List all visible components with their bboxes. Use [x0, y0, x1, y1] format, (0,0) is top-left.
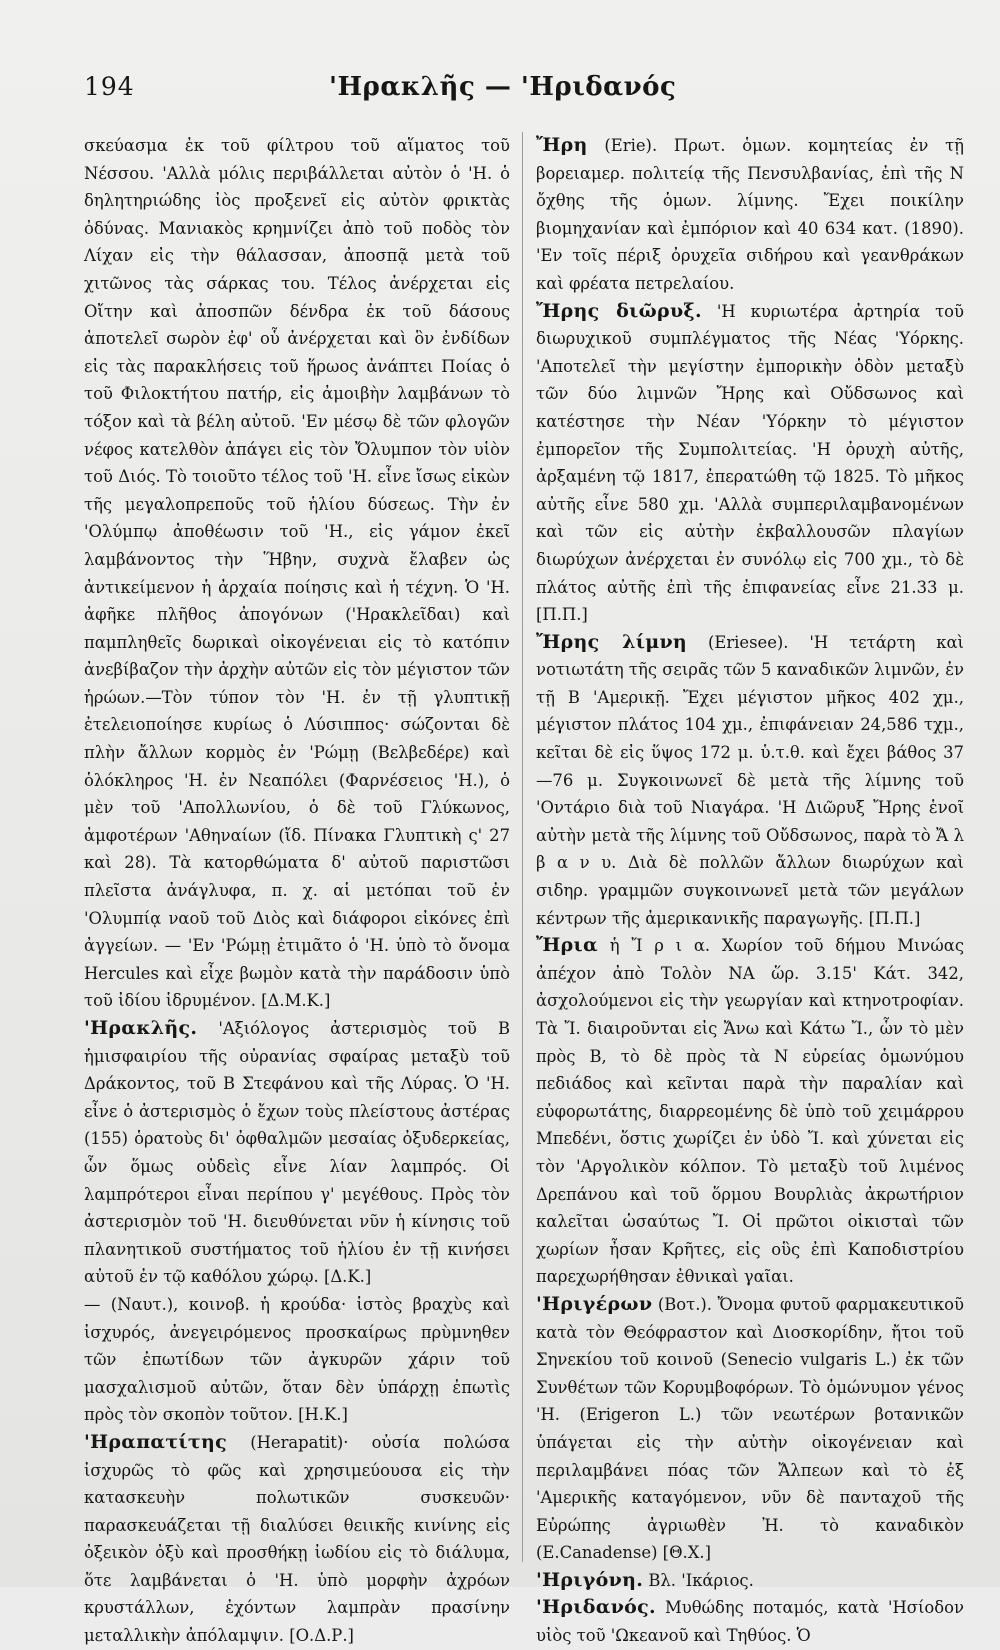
entry-text: — (Ναυτ.), κοινοβ. ἡ κρούδα· ἱστὸς βραχὺς καὶ ἰσχυρός, ἀνεγειρόμενος προσκαίρως πρὺμνηθεν τῶν ἐπωτίδων τῶν ἀγκυρῶν χάριν τοῦ μασχαλισμοῦ αὐτῶν, ὅταν δὲν ὑπάρχῃ ἐπωτὶς πρὸς τὸν σκοπὸν τοῦτον. [Η.Κ.]	[84, 1294, 510, 1425]
entry-text: (Erie). Πρωτ. ὁμων. κομητείας ἐν τῇ βορειαμερ. πολιτείᾳ τῆς Πενσυλβανίας, ἐπὶ τῆς Ν ὄχθης τῆς ὁμων. λίμνης. Ἔχει ποικίλην βιομηχανίαν καὶ ἐμπόριον καὶ 40 634 κατ. (1890). 'Εν τοῖς πέριξ ὀρυχεῖα σιδήρου καὶ γεανθράκων καὶ φρέατα πετρελαίου.	[536, 136, 964, 293]
entry-headword: Ἤρης λίμνη	[536, 630, 688, 653]
entry-headword: Ἤρης διῶρυξ.	[536, 299, 702, 322]
entry-text: Μυθώδης ποταμός, κατὰ 'Ησίοδον υἱὸς τοῦ 'Ωκεανοῦ καὶ Τηθύος. Ὁ	[536, 1598, 964, 1646]
entry-text: 'Αξιόλογος ἀστερισμὸς τοῦ Β ἡμισφαιρίου τῆς οὐρανίας σφαίρας μεταξὺ τοῦ Δράκοντος, τοῦ Β Στεφάνου καὶ τῆς Λύρας. Ὁ 'Η. εἶνε ὁ ἀστερισμὸς ὁ ἔχων τοὺς πλείστους ἀστέρας (155) ὁρατοὺς δι' ὀφθαλμῶν μεσαίας ὀξυδερκείας, ὧν ὅμως οὐδεὶς εἶνε λίαν λαμπρός. Οἱ λαμπρότεροι εἶναι περίπου γ' μεγέθους. Πρὸς τὸν ἀστερισμὸν τοῦ 'Η. διευθύνεται νῦν ἡ κίνησις τοῦ πλανητικοῦ συστήματος τοῦ ἡλίου ἐν τῇ κινήσει αὐτοῦ ἐν τῷ καθόλου χώρῳ. [Δ.Κ.]	[84, 1019, 510, 1287]
entry-erie	[536, 132, 964, 298]
entry-text: (Herapatit)· οὐσία πολώσα ἰσχυρῶς τὸ φῶς καὶ χρησιμεύουσα εἰς τὴν κατασκευὴν πολωτικῶν συσκευῶν· παρασκευάζεται τῇ διαλύσει θειικῆς κινίνης εἰς ὀξεικὸν ὀξὺ καὶ προσθήκῃ ἰωδίου εἰς τὸ διάλυμα, ὅτε λαμβάνεται ὁ 'Η. ὑπὸ μορφὴν ἀχρόων κρυστάλλων, ἐχόντων λαμπρὰν πρασίνην μεταλλικὴν ἀπόλαμψιν. [Ο.Δ.Ρ.]	[84, 1432, 510, 1646]
column-divider	[522, 132, 523, 1562]
entry-herakles-continued	[84, 132, 510, 1015]
entry-text: (Βοτ.). Ὄνομα φυτοῦ φαρμακευτικοῦ κατὰ τὸν Θεόφραστον καὶ Διοσκορίδην, ἤτοι τοῦ Σηνεκίου τοῦ κοινοῦ (Senecio vulgaris L.) ἐκ τῶν Συνθέτων τῶν Κορυμβοφόρων. Τὸ ὁμώνυμον γένος 'Η. (Erigeron L.) τῶν νεωτέρων βοτανικῶν ὑπάγεται εἰς τὴν αὐτὴν οἰκογένειαν καὶ περιλαμβάνει πόας τῶν Ἄλπεων καὶ τὸ ἐξ 'Αμερικῆς καταγόμενον, νῦν δὲ πανταχοῦ τῆς Εὐρώπης ἀγριωθὲν Ἠ. τὸ καναδικὸν (E.Canadense) [Θ.Χ.]	[536, 1294, 964, 1563]
entry-text: ἡ Ἴ ρ ι α. Χωρίον τοῦ δήμου Μινώας ἀπέχον ἀπὸ Τολὸν ΝΑ ὥρ. 3.15' Κάτ. 342, ἀσχολούμενοι εἰς τὴν γεωργίαν καὶ κτηνοτροφίαν. Τὰ Ἴ. διαιροῦνται εἰς Ἄνω καὶ Κάτω Ἴ., ὧν τὸ μὲν πρὸς Β, τὸ δὲ πρὸς τὰ Ν εὑρείας ὁμωνύμου πεδιάδος καὶ κεῖνται παρὰ τὴν παραλίαν καὶ εὐφορωτάτης, διαρρεομένης δὲ ὑπὸ τοῦ χειμάρρου Μπεδένι, ὅστις χωρίζει ἐν ὑδὸ Ἴ. καὶ χύνεται εἰς τὸν 'Αργολικὸν κόλπον. Τὸ μεταξὺ τοῦ λιμένος Δρεπάνου καὶ τοῦ ὅρμου Βουρλιὰς ἀκρωτήριον καλεῖται ὡσαύτως Ἴ. Οἱ πρῶτοι οἰκισταὶ τῶν χωρίων ἦσαν Κρῆτες, εἰς οὓς ἐπὶ Καποδιστρίου παρεχωρήθησαν ἐθνικαὶ γαῖαι.	[536, 936, 964, 1287]
entry-herakles-nautical	[84, 1291, 510, 1429]
entry-headword: 'Ηριγέρων	[536, 1292, 653, 1315]
entry-lake-erie	[536, 629, 964, 933]
entry-erigeron	[536, 1291, 964, 1567]
page-header	[84, 72, 964, 112]
entry-text: σκεύασμα ἐκ τοῦ φίλτρου τοῦ αἵματος τοῦ Νέσσου. 'Αλλὰ μόλις περιβάλλεται αὐτὸν ὁ 'Η. ὁ δηλητηριώδης ἰὸς προξενεῖ εἰς αὐτὸν φρικτὰς ὀδύνας. Μανιακὸς κρημνίζει ἀπὸ τοῦ ποδὸς τὸν Λίχαν εἰς τὴν θάλασσαν, ἀποσπᾷ μετὰ τοῦ χιτῶνος τὰς σάρκας του. Τέλος ἀνέρχεται εἰς Οἴτην καὶ ἀποσπῶν δένδρα ἐκ τοῦ δάσους ἀποτελεῖ σωρὸν ἐφ' οὗ ἀνέρχεται καὶ ὃν ἐνδίδων εἰς τὰς παρακλήσεις τοῦ ἥρωος ἀνάπτει Ποίας ὁ τοῦ Φιλοκτήτου πατήρ, εἰς ἀμοιβὴν λαμβάνων τὸ τόξον καὶ τὰ βέλη αὐτοῦ. 'Εν μέσῳ δὲ τῶν φλογῶν νέφος κατελθὸν ἀπάγει εἰς τὸν Ὄλυμπον τὸν υἱὸν τοῦ Διός. Τὸ τοιοῦτο τέλος τοῦ 'Η. εἶνε ἴσως εἰκὼν τῆς μεγαλοπρεποῦς τοῦ ἡλίου δύσεως. Τὴν ἐν 'Ολύμπῳ ἀποθέωσιν τοῦ 'Η., εἰς γάμον ἐκεῖ λαμβάνοντος τὴν Ἥβην, συχνὰ ἔλαβεν ὡς ἀντικείμενον ἡ ἀρχαία ποίησις καὶ ἡ τέχνη. Ὁ 'Η. ἀφῆκε πλῆθος ἀπογόνων ('Ηρακλεῖδαι) καὶ παμπληθεῖς δωρικαὶ οἰκογένειαι εἰς τὸ κατόπιν ἀνεβίβαζον τὴν ἀρχὴν αὐτῶν εἰς τὸν μέγιστον τῶν ἡρώων.—Τὸν τύπον τὸν 'Η. ἐν τῇ γλυπτικῇ ἐτελειοποίησε κυρίως ὁ Λύσιππος· σώζονται δὲ πλὴν ἄλλων κορμὸς ἐν 'Ρώμῃ (Βελβεδέρε) καὶ ὁλόκληρος 'Η. ἐν Νεαπόλει (Φαρνέσειος 'Η.), ὁ μὲν τοῦ 'Απολλωνίου, ὁ δὲ τοῦ Γλύκωνος, ἀμφοτέρων 'Αθηναίων (ἴδ. Πίνακα Γλυπτικὴ ς' 27 καὶ 28). Τὰ κατορθώματα δ' αὐτοῦ παριστῶσι πλεῖστα ἀνάγλυφα, π. χ. αἱ μετόπαι τοῦ ἐν 'Ολυμπίᾳ ναοῦ τοῦ Διὸς καὶ διάφοροι εἰκόνες ἐπὶ ἀγγείων. — 'Εν 'Ρώμῃ ἐτιμᾶτο ὁ 'Η. ὑπὸ τὸ ὄνομα Hercules καὶ εἶχε βωμὸν κατὰ τὴν παράδοσιν ὑπὸ τοῦ ἰδίου ἱδρυμένον. [Δ.Μ.Κ.]	[84, 136, 510, 1011]
entry-iria	[536, 932, 964, 1291]
entry-headword: Ἤρη	[536, 134, 588, 156]
entry-erie-canal	[536, 298, 964, 629]
running-head: 'Ηρακλῆς — 'Ηριδανός	[329, 72, 677, 102]
entry-headword: 'Ηρακλῆς.	[84, 1017, 198, 1039]
entry-headword: 'Ηριγόνη.	[536, 1568, 644, 1591]
entry-herapatite	[84, 1429, 510, 1650]
entry-herakles-constellation	[84, 1015, 510, 1291]
entry-headword: 'Ηριδανός.	[536, 1596, 656, 1619]
page-number: 194	[84, 72, 135, 101]
entry-eridanos	[536, 1594, 964, 1649]
right-column	[536, 132, 965, 1646]
entry-text: 'Η κυριωτέρα ἀρτηρία τοῦ διωρυχικοῦ συμπλέγματος τῆς Νέας 'Υόρκης. 'Αποτελεῖ τὴν μεγίστην ἐμπορικὴν ὁδὸν μεταξὺ τῶν δύο λιμνῶν Ἤρης καὶ Οὔδσωνος καὶ κατέστησε τὴν Νέαν 'Υόρκην τὸ μέγιστον ἐμπορεῖον τῆς Συμπολιτείας. 'Η ὀρυχὴ αὐτῆς, ἀρξαμένη τῷ 1817, ἐπερατώθη τῷ 1825. Τὸ μῆκος αὐτῆς εἶνε 580 χμ. 'Αλλὰ συμπεριλαμβανομένων καὶ τῶν εἰς αὐτὴν ἐκβαλλουσῶν πλαγίων διωρύχων ἀνέρχεται ἐν συνόλῳ εἰς 700 χμ., τὸ δὲ πλάτος αὐτῆς ἐπὶ τῆς ἐπιφανείας εἶνε 21.33 μ. [Π.Π.]	[536, 301, 964, 625]
entry-erigone	[536, 1567, 964, 1595]
entry-headword: Ἤρια	[536, 934, 598, 957]
entry-text: Βλ. 'Ικάριος.	[648, 1570, 754, 1590]
entry-text: (Eriesee). 'Η τετάρτη καὶ νοτιωτάτη τῆς σειρᾶς τῶν 5 καναδικῶν λιμνῶν, ἐν τῇ Β 'Αμερικῇ. Ἔχει μέγιστον μῆκος 402 χμ., μέγιστον πλάτος 104 χμ., ἐπιφάνειαν 24,586 τχμ., κεῖται δὲ εἰς ὕψος 172 μ. ὑ.τ.θ. καὶ ἔχει βάθος 37—76 μ. Συγκοινωνεῖ δὲ μετὰ τῆς λίμνης τοῦ 'Οντάριο διὰ τοῦ Νιαγάρα. 'Η Διῶρυξ Ἤρης ἑνοῖ αὐτὴν μετὰ τῆς λίμνης τοῦ Οὔδσωνος, παρὰ τὸ Ἄ λ β α ν υ. Διὰ δὲ πολλῶν ἄλλων διωρύχων καὶ σιδηρ. γραμμῶν συγκοινωνεῖ μετὰ τῶν μεγάλων κέντρων τῆς ἀμερικανικῆς παραγωγῆς. [Π.Π.]	[536, 632, 965, 928]
left-column	[84, 132, 510, 1646]
entry-headword: 'Ηραπατίτης	[84, 1430, 227, 1453]
